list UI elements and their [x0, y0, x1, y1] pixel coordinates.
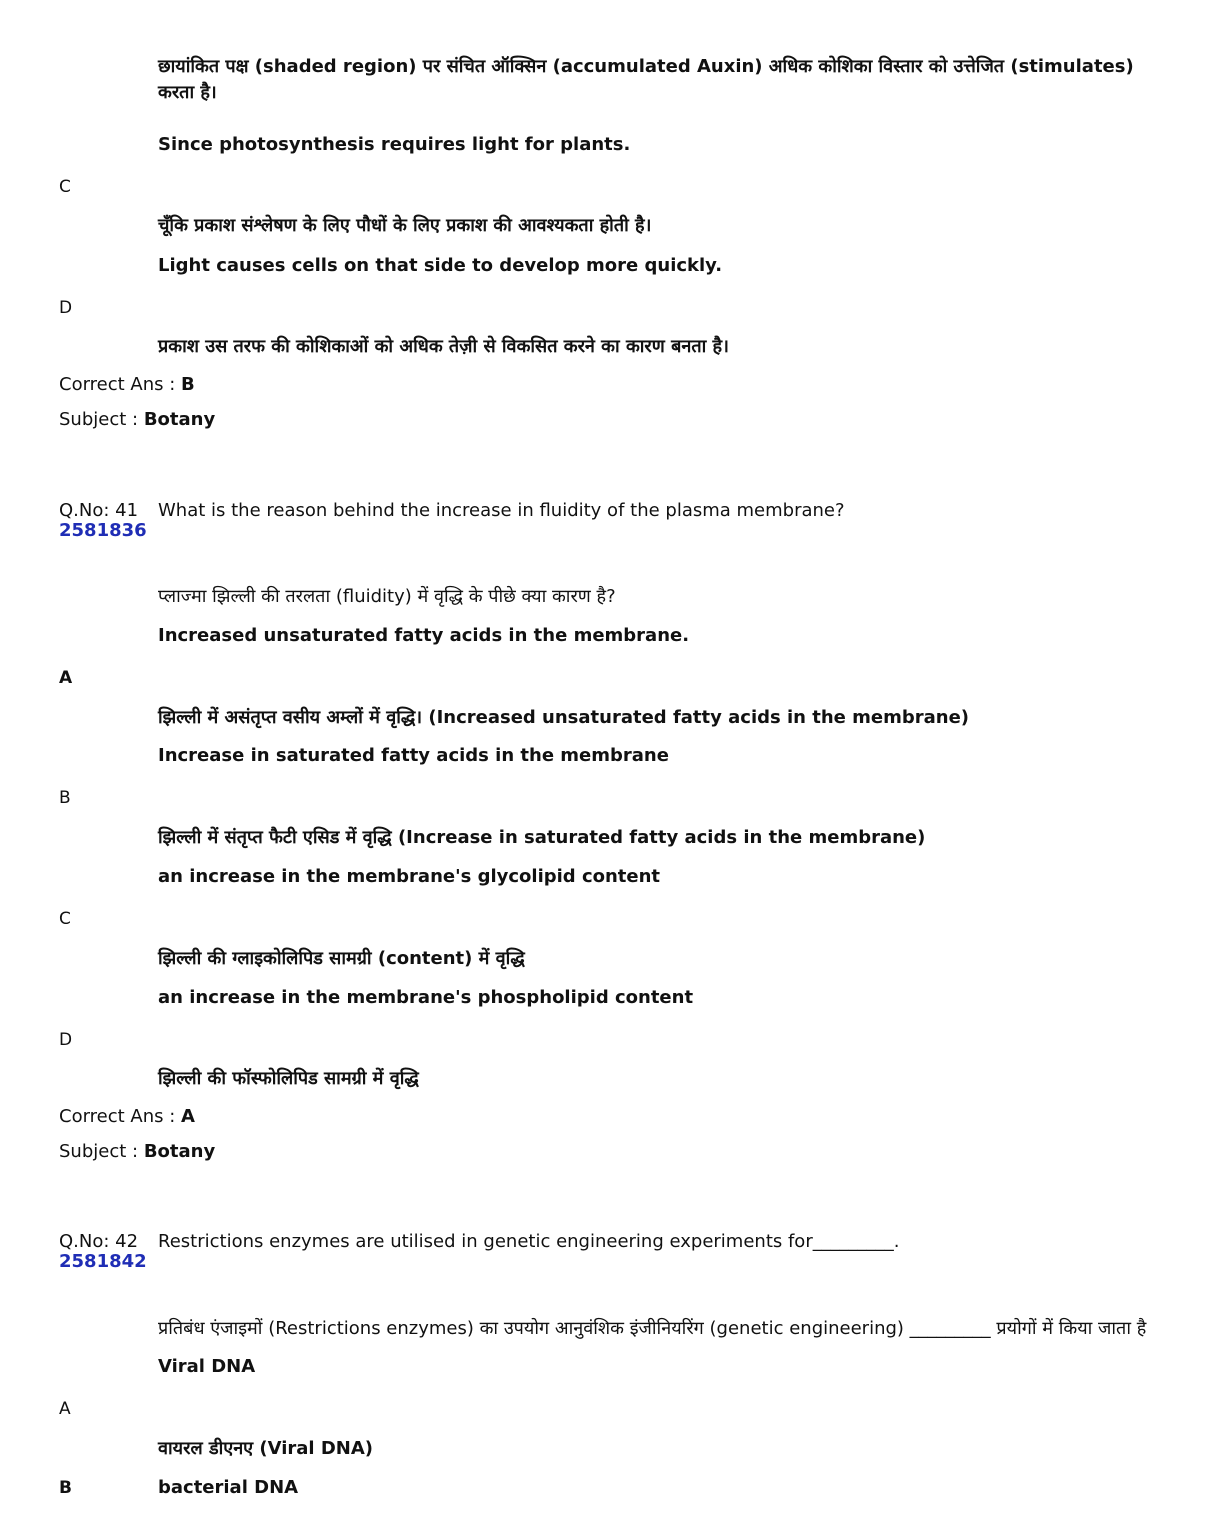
q41-number: Q.No: 41 — [59, 500, 139, 521]
q42-option-b-english: bacterial DNA — [158, 1477, 299, 1498]
subject-value: Botany — [143, 409, 216, 430]
q41-option-a-hindi: झिल्ली में असंतृप्त वसीय अम्लों में वृद्धि। (Increased unsaturated fatty acids in the membrane) — [158, 707, 970, 728]
subject-value: Botany — [143, 1141, 216, 1162]
q41-id: 2581836 — [59, 520, 147, 541]
q41-option-c-hindi: झिल्ली की ग्लाइकोलिपिड सामग्री (content) में वृद्धि — [158, 948, 525, 969]
correct-answer-label: Correct Ans : — [59, 1106, 176, 1127]
q42-option-b-letter: B — [59, 1478, 72, 1498]
q40-option-c-english: Since photosynthesis requires light for plants. — [158, 134, 631, 155]
q41-option-b-english: Increase in saturated fatty acids in the membrane — [158, 745, 669, 766]
q40-option-d-hindi: प्रकाश उस तरफ की कोशिकाओं को अधिक तेज़ी से विकसित करने का कारण बनता है। — [158, 336, 729, 357]
q40-option-d-letter: D — [59, 298, 73, 318]
q41-option-a-letter: A — [59, 668, 73, 688]
correct-answer-value: A — [181, 1106, 195, 1127]
q40-subject — [59, 409, 215, 431]
q40-correct-answer — [59, 374, 195, 396]
q40-option-c-letter: C — [59, 177, 71, 197]
q42-number: Q.No: 42 — [59, 1231, 139, 1252]
q41-option-c-letter: C — [59, 909, 71, 929]
q41-option-d-english: an increase in the membrane's phospholipid content — [158, 987, 694, 1008]
q42-option-a-hindi: वायरल डीएनए (Viral DNA) — [158, 1438, 374, 1459]
q40-option-c-hindi: चूँकि प्रकाश संश्लेषण के लिए पौधों के लिए प्रकाश की आवश्यकता होती है। — [158, 215, 652, 236]
correct-answer-label: Correct Ans : — [59, 374, 176, 395]
q40-option-d-english: Light causes cells on that side to develop more quickly. — [158, 255, 723, 276]
q41-question-english: What is the reason behind the increase in fluidity of the plasma membrane? — [158, 500, 845, 521]
q42-question-english: Restrictions enzymes are utilised in genetic engineering experiments for_________. — [158, 1231, 900, 1252]
q42-id: 2581842 — [59, 1251, 147, 1272]
q41-question-hindi: प्लाज्मा झिल्ली की तरलता (fluidity) में वृद्धि के पीछे क्या कारण है? — [158, 586, 616, 607]
q41-subject — [59, 1141, 215, 1163]
correct-answer-value: B — [181, 374, 195, 395]
q42-option-a-english: Viral DNA — [158, 1356, 256, 1377]
q40-option-b-hindi: छायांकित पक्ष (shaded region) पर संचित ऑक्सिन (accumulated Auxin) अधिक कोशिका विस्तार को उत्तेजित (stimulates) करता है। — [158, 56, 1134, 103]
q42-option-a-letter: A — [59, 1399, 71, 1419]
q41-correct-answer — [59, 1106, 195, 1128]
q41-option-d-letter: D — [59, 1030, 73, 1050]
q41-option-c-english: an increase in the membrane's glycolipid content — [158, 866, 661, 887]
q41-option-d-hindi: झिल्ली की फॉस्फोलिपिड सामग्री में वृद्धि — [158, 1068, 419, 1089]
q41-option-a-english: Increased unsaturated fatty acids in the membrane. — [158, 625, 690, 646]
q41-option-b-letter: B — [59, 788, 71, 808]
subject-label: Subject : — [59, 409, 139, 430]
q42-question-hindi: प्रतिबंध एंजाइमों (Restrictions enzymes) का उपयोग आनुवंशिक इंजीनियरिंग (genetic engineering) _________ प्रयोगों में किया जाता है — [158, 1318, 1147, 1339]
q41-option-b-hindi: झिल्ली में संतृप्त फैटी एसिड में वृद्धि (Increase in saturated fatty acids in the membrane) — [158, 827, 926, 848]
subject-label: Subject : — [59, 1141, 139, 1162]
